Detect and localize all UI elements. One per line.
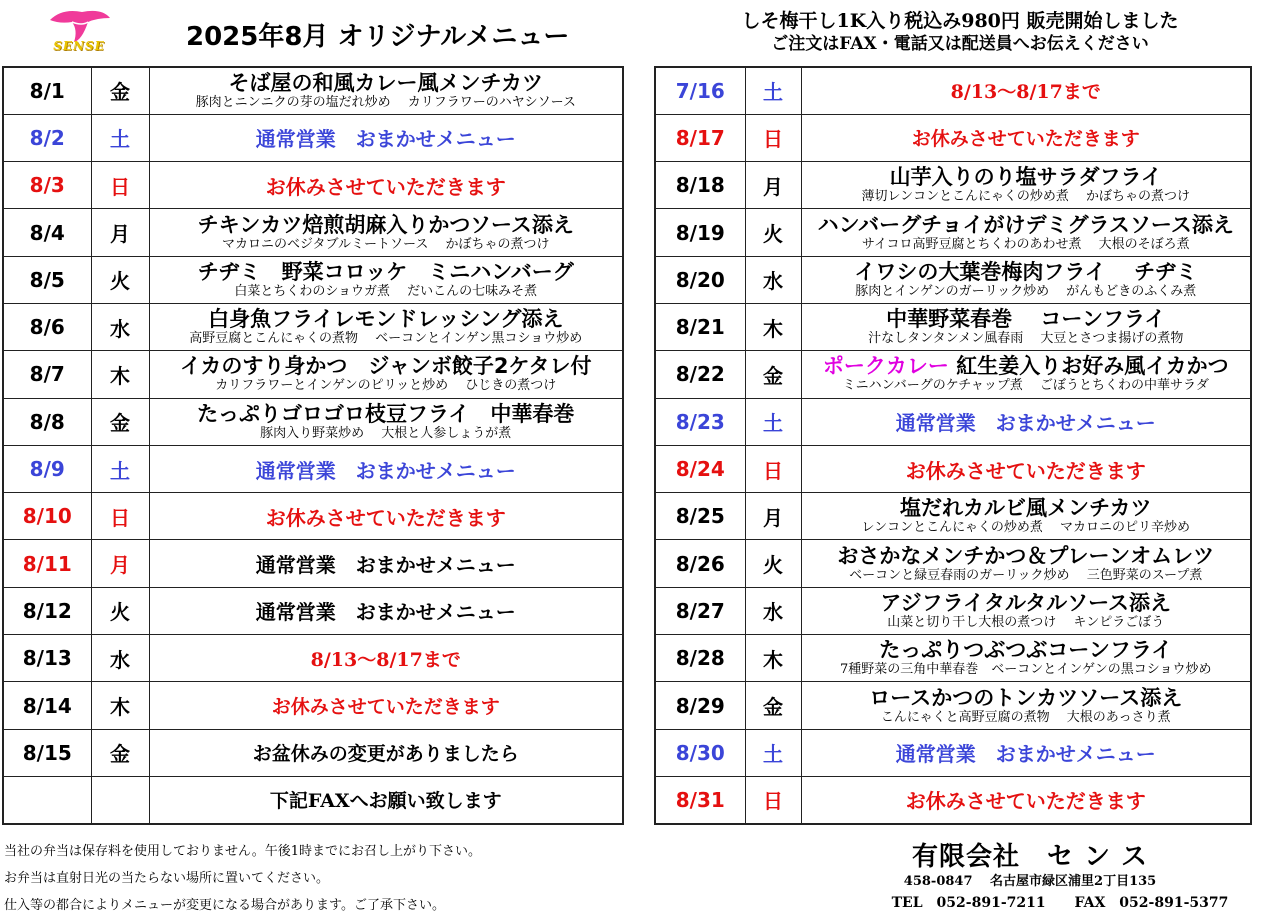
logo-text: SENSE bbox=[53, 39, 105, 53]
dish-sides: 豚肉とインゲンのガーリック炒め がんもどきのふくみ煮 bbox=[855, 283, 1197, 299]
footer-notes bbox=[4, 838, 644, 915]
menu-day: 土 bbox=[745, 398, 801, 445]
dish-main-text: 通常営業 おまかせメニュー bbox=[255, 458, 516, 483]
menu-row bbox=[655, 635, 1251, 682]
dish-sides: 白菜とちくわのショウガ煮 だいこんの七味みそ煮 bbox=[234, 283, 538, 299]
dish-main bbox=[804, 213, 1249, 237]
dish-sides: マカロニのベジタブルミートソース かぼちゃの煮つけ bbox=[222, 236, 550, 252]
menu-day: 金 bbox=[91, 398, 149, 445]
dish-sides: サイコロ高野豆腐とちくわのあわせ煮 大根のそぼろ煮 bbox=[861, 236, 1190, 252]
dish-main-text: 紅生姜入りお好み風イカかつ bbox=[948, 354, 1229, 379]
dish-main-text: お休みさせていただきます bbox=[265, 505, 506, 530]
menu-row bbox=[3, 67, 623, 114]
dish-main-text: おさかなメンチかつ＆プレーンオムレツ bbox=[837, 543, 1215, 568]
menu-row bbox=[3, 729, 623, 776]
menu-row bbox=[655, 776, 1251, 823]
menu-row bbox=[3, 540, 623, 587]
dish-main-text: 中華野菜春巻 コーンフライ bbox=[886, 307, 1166, 332]
menu-date: 8/28 bbox=[655, 635, 745, 682]
dish-main-text: お休みさせていただきます bbox=[905, 458, 1146, 483]
menu-dish bbox=[801, 303, 1251, 350]
menu-date: 8/4 bbox=[3, 209, 91, 256]
menu-dish bbox=[149, 114, 623, 161]
dish-main-text: チヂミ 野菜コロッケ ミニハンバーグ bbox=[197, 259, 574, 284]
menu-day: 火 bbox=[91, 256, 149, 303]
menu-row bbox=[655, 682, 1251, 729]
menu-day: 木 bbox=[91, 351, 149, 398]
menu-dish bbox=[149, 351, 623, 398]
menu-dish bbox=[801, 256, 1251, 303]
menu-day: 日 bbox=[745, 445, 801, 492]
menu-dish bbox=[801, 114, 1251, 161]
company-logo bbox=[42, 6, 116, 56]
menu-date: 8/6 bbox=[3, 303, 91, 350]
menu-row bbox=[3, 114, 623, 161]
menu-row bbox=[655, 209, 1251, 256]
menu-dish bbox=[149, 445, 623, 492]
menu-day: 火 bbox=[91, 587, 149, 634]
menu-row bbox=[3, 398, 623, 445]
menu-row bbox=[655, 351, 1251, 398]
menu-day: 月 bbox=[745, 493, 801, 540]
menu-row bbox=[3, 445, 623, 492]
dish-main-text: チキンカツ焙煎胡麻入りかつソース添え bbox=[197, 212, 574, 237]
menu-day: 月 bbox=[91, 209, 149, 256]
notice-line-2: ご注文はFAX・電話又は配送員へお伝えください bbox=[771, 34, 1149, 54]
dish-main-text: 通常営業 おまかせメニュー bbox=[255, 127, 516, 152]
menu-date: 8/25 bbox=[655, 493, 745, 540]
dish-main bbox=[804, 686, 1249, 710]
menu-dish bbox=[801, 162, 1251, 209]
dish-main bbox=[152, 502, 621, 531]
dish-main-text: お休みさせていただきます bbox=[271, 696, 500, 718]
dish-sides: カリフラワーとインゲンのピリッと炒め ひじきの煮つけ bbox=[215, 378, 557, 394]
dish-main-text: イカのすり身かつ ジャンボ餃子2ケタレ付 bbox=[179, 354, 592, 379]
dish-sides: 豚肉とニンニクの芽の塩だれ炒め カリフラワーのハヤシソース bbox=[195, 94, 576, 110]
menu-date: 8/26 bbox=[655, 540, 745, 587]
dish-main bbox=[152, 596, 621, 625]
menu-dish bbox=[801, 635, 1251, 682]
menu-date: 8/1 bbox=[3, 67, 91, 114]
footer-note: 仕入等の都合によりメニューが変更になる場合があります。ご了承下さい。 bbox=[4, 898, 445, 913]
dish-main-text: お休みさせていただきます bbox=[911, 128, 1140, 151]
dish-sides: 山菜と切り干し大根の煮つけ キンピラごぼう bbox=[887, 614, 1165, 630]
menu-day: 水 bbox=[91, 303, 149, 350]
menu-day: 日 bbox=[91, 493, 149, 540]
dish-main-text: 通常営業 おまかせメニュー bbox=[895, 411, 1156, 436]
dish-main bbox=[152, 645, 621, 672]
dish-prefix: ポークカレー bbox=[822, 354, 949, 379]
menu-dish bbox=[801, 540, 1251, 587]
menu-date: 8/12 bbox=[3, 587, 91, 634]
dish-main-text: お盆休みの変更がありましたら bbox=[252, 743, 519, 766]
menu-day: 金 bbox=[91, 67, 149, 114]
menu-date: 8/21 bbox=[655, 303, 745, 350]
menu-day: 日 bbox=[745, 776, 801, 823]
menu-dish bbox=[801, 776, 1251, 823]
dish-main bbox=[804, 544, 1249, 568]
menu-date: 7/16 bbox=[655, 67, 745, 114]
menu-dish bbox=[149, 209, 623, 256]
menu-row bbox=[655, 729, 1251, 776]
dish-main-text: 白身魚フライレモンドレッシング添え bbox=[208, 307, 564, 332]
menu-dish bbox=[149, 587, 623, 634]
menu-date: 8/11 bbox=[3, 540, 91, 587]
menu-row bbox=[3, 587, 623, 634]
menu-date: 8/7 bbox=[3, 351, 91, 398]
menu-dish bbox=[801, 398, 1251, 445]
menu-dish bbox=[149, 635, 623, 682]
dish-main-text: ハンバーグチョイがけデミグラスソース添え bbox=[817, 212, 1234, 237]
menu-dish bbox=[149, 67, 623, 114]
menu-row bbox=[655, 587, 1251, 634]
dish-sides: ベーコンと緑豆春雨のガーリック炒め 三色野菜のスープ煮 bbox=[849, 567, 1203, 583]
dish-main-text: アジフライタルタルソース添え bbox=[880, 590, 1172, 615]
menu-day: 木 bbox=[91, 682, 149, 729]
menu-dish bbox=[149, 776, 623, 823]
dish-sides: 7種野菜の三角中華春巻 ベーコンとインゲンの黒コショウ炒め bbox=[840, 662, 1212, 678]
menu-dish bbox=[801, 493, 1251, 540]
menu-dish bbox=[801, 587, 1251, 634]
dish-main-text: イワシの大葉巻梅肉フライ チヂミ bbox=[854, 259, 1198, 284]
dish-main bbox=[804, 260, 1249, 284]
footer-note: 当社の弁当は保存料を使用しておりません。午後1時までにお召し上がり下さい。 bbox=[4, 844, 482, 859]
company-address: 458-0847 名古屋市緑区浦里2丁目135 bbox=[903, 874, 1157, 889]
menu-dish bbox=[149, 540, 623, 587]
menu-date: 8/24 bbox=[655, 445, 745, 492]
dish-main bbox=[804, 496, 1249, 520]
menu-day: 土 bbox=[91, 114, 149, 161]
menu-date: 8/20 bbox=[655, 256, 745, 303]
menu-row bbox=[3, 682, 623, 729]
menu-date: 8/15 bbox=[3, 729, 91, 776]
dish-main bbox=[152, 455, 621, 484]
company-name: 有限会社 セ ン ス bbox=[911, 842, 1149, 872]
dish-main-text: 8/13～8/17まで bbox=[310, 648, 461, 671]
dish-main bbox=[152, 260, 621, 284]
dish-main-text: そば屋の和風カレー風メンチカツ bbox=[228, 70, 544, 95]
menu-day: 日 bbox=[745, 114, 801, 161]
menu-dish bbox=[801, 729, 1251, 776]
menu-dish bbox=[801, 682, 1251, 729]
menu-day: 火 bbox=[745, 540, 801, 587]
menu-row bbox=[655, 445, 1251, 492]
dish-sides: ミニハンバーグのケチャップ煮 ごぼうとちくわの中華サラダ bbox=[842, 378, 1209, 394]
dish-sides: こんにゃくと高野豆腐の煮物 大根のあっさり煮 bbox=[880, 709, 1171, 725]
menu-date: 8/3 bbox=[3, 162, 91, 209]
dish-sides: 高野豆腐とこんにゃくの煮物 ベーコンとインゲン黒コショウ炒め bbox=[189, 331, 583, 347]
menu-day: 土 bbox=[745, 729, 801, 776]
dish-main-text: たっぷりゴロゴロ枝豆フライ 中華春巻 bbox=[197, 401, 575, 426]
page-title: 2025年8月 オリジナルメニュー bbox=[186, 22, 570, 52]
menu-row bbox=[3, 209, 623, 256]
company-tel: TEL 052-891-7211 bbox=[891, 895, 1046, 911]
dish-main-text: 通常営業 おまかせメニュー bbox=[895, 742, 1156, 767]
dish-main-text: 下記FAXへお願い致します bbox=[269, 790, 502, 813]
dish-main bbox=[804, 638, 1249, 662]
menu-date: 8/30 bbox=[655, 729, 745, 776]
menu-row bbox=[3, 493, 623, 540]
dish-main-text: 通常営業 おまかせメニュー bbox=[255, 553, 516, 578]
menu-day: 木 bbox=[745, 303, 801, 350]
menu-dish bbox=[149, 729, 623, 776]
dish-main bbox=[804, 738, 1249, 767]
menu-date: 8/14 bbox=[3, 682, 91, 729]
menu-row bbox=[3, 776, 623, 823]
dish-main bbox=[804, 354, 1249, 378]
menu-date: 8/2 bbox=[3, 114, 91, 161]
menu-row bbox=[3, 256, 623, 303]
menu-date: 8/23 bbox=[655, 398, 745, 445]
dish-main bbox=[804, 407, 1249, 436]
menu-day: 火 bbox=[745, 209, 801, 256]
dish-main-text: お休みさせていただきます bbox=[905, 789, 1146, 814]
menu-dish bbox=[149, 493, 623, 540]
menu-row bbox=[655, 114, 1251, 161]
menu-row bbox=[3, 162, 623, 209]
dish-main bbox=[152, 402, 621, 426]
menu-day: 金 bbox=[745, 351, 801, 398]
dish-sides: 豚肉入り野菜炒め 大根と人参しょうが煮 bbox=[260, 425, 512, 441]
menu-table-left bbox=[2, 66, 624, 825]
footer-note: お弁当は直射日光の当たらない場所に置いてください。 bbox=[4, 871, 330, 886]
dish-main bbox=[804, 307, 1249, 331]
dish-main bbox=[152, 307, 621, 331]
dish-main-text: 塩だれカルビ風メンチカツ bbox=[899, 496, 1152, 521]
menu-dish bbox=[149, 303, 623, 350]
menu-date: 8/17 bbox=[655, 114, 745, 161]
dish-main bbox=[152, 71, 621, 95]
menu-day: 土 bbox=[745, 67, 801, 114]
dish-main bbox=[152, 123, 621, 152]
dish-main-text: ロースかつのトンカツソース添え bbox=[869, 685, 1183, 710]
dish-main-text: 山芋入りのり塩サラダフライ bbox=[889, 165, 1162, 190]
notice-line-1: しそ梅干し1K入り税込み980円 販売開始しました bbox=[741, 10, 1179, 32]
dish-main bbox=[804, 124, 1249, 151]
dish-main bbox=[152, 692, 621, 719]
menu-date: 8/10 bbox=[3, 493, 91, 540]
dish-main bbox=[152, 786, 621, 813]
menu-date: 8/9 bbox=[3, 445, 91, 492]
menu-dish bbox=[801, 351, 1251, 398]
menu-date bbox=[3, 776, 91, 823]
company-phones bbox=[860, 892, 1260, 912]
dish-main-text: 通常営業 おまかせメニュー bbox=[255, 600, 516, 625]
menu-row bbox=[655, 540, 1251, 587]
dish-main-text: お休みさせていただきます bbox=[265, 174, 506, 199]
menu-day: 水 bbox=[745, 587, 801, 634]
dish-main bbox=[804, 77, 1249, 104]
menu-day: 木 bbox=[745, 635, 801, 682]
menu-date: 8/27 bbox=[655, 587, 745, 634]
menu-date: 8/22 bbox=[655, 351, 745, 398]
menu-day: 月 bbox=[745, 162, 801, 209]
menu-row bbox=[655, 256, 1251, 303]
menu-date: 8/29 bbox=[655, 682, 745, 729]
menu-day: 日 bbox=[91, 162, 149, 209]
menu-row bbox=[3, 635, 623, 682]
dish-main bbox=[804, 785, 1249, 814]
dish-main bbox=[804, 455, 1249, 484]
menu-row bbox=[655, 303, 1251, 350]
menu-day: 金 bbox=[745, 682, 801, 729]
menu-day: 月 bbox=[91, 540, 149, 587]
menu-dish bbox=[801, 445, 1251, 492]
dish-sides: 汁なしタンタンメン風春雨 大豆とさつま揚げの煮物 bbox=[868, 331, 1184, 347]
menu-dish bbox=[149, 162, 623, 209]
menu-date: 8/8 bbox=[3, 398, 91, 445]
menu-day bbox=[91, 776, 149, 823]
menu-day: 土 bbox=[91, 445, 149, 492]
dish-main bbox=[152, 354, 621, 378]
menu-row bbox=[3, 351, 623, 398]
menu-row bbox=[655, 493, 1251, 540]
menu-date: 8/19 bbox=[655, 209, 745, 256]
menu-date: 8/31 bbox=[655, 776, 745, 823]
dish-main bbox=[152, 739, 621, 766]
menu-row bbox=[655, 67, 1251, 114]
menu-row bbox=[3, 303, 623, 350]
menu-row bbox=[655, 398, 1251, 445]
menu-dish bbox=[149, 256, 623, 303]
dish-main bbox=[152, 171, 621, 200]
dish-main bbox=[804, 591, 1249, 615]
menu-date: 8/13 bbox=[3, 635, 91, 682]
dish-main-text: たっぷりつぶつぶコーンフライ bbox=[879, 638, 1173, 663]
dish-main bbox=[152, 549, 621, 578]
dish-main bbox=[804, 165, 1249, 189]
menu-dish bbox=[149, 398, 623, 445]
dish-sides: 薄切レンコンとこんにゃくの炒め煮 かぼちゃの煮つけ bbox=[861, 189, 1191, 205]
menu-row bbox=[655, 162, 1251, 209]
company-fax: FAX 052-891-5377 bbox=[1074, 895, 1229, 911]
menu-day: 水 bbox=[745, 256, 801, 303]
menu-dish bbox=[801, 67, 1251, 114]
menu-date: 8/5 bbox=[3, 256, 91, 303]
dish-sides: レンコンとこんにゃくの炒め煮 マカロニのピリ辛炒め bbox=[861, 520, 1191, 536]
dish-main-text: 8/13～8/17まで bbox=[950, 81, 1101, 104]
menu-day: 水 bbox=[91, 635, 149, 682]
menu-table-right bbox=[654, 66, 1252, 825]
menu-dish bbox=[801, 209, 1251, 256]
notice bbox=[660, 10, 1260, 56]
menu-dish bbox=[149, 682, 623, 729]
menu-day: 金 bbox=[91, 729, 149, 776]
menu-date: 8/18 bbox=[655, 162, 745, 209]
dish-main bbox=[152, 213, 621, 237]
